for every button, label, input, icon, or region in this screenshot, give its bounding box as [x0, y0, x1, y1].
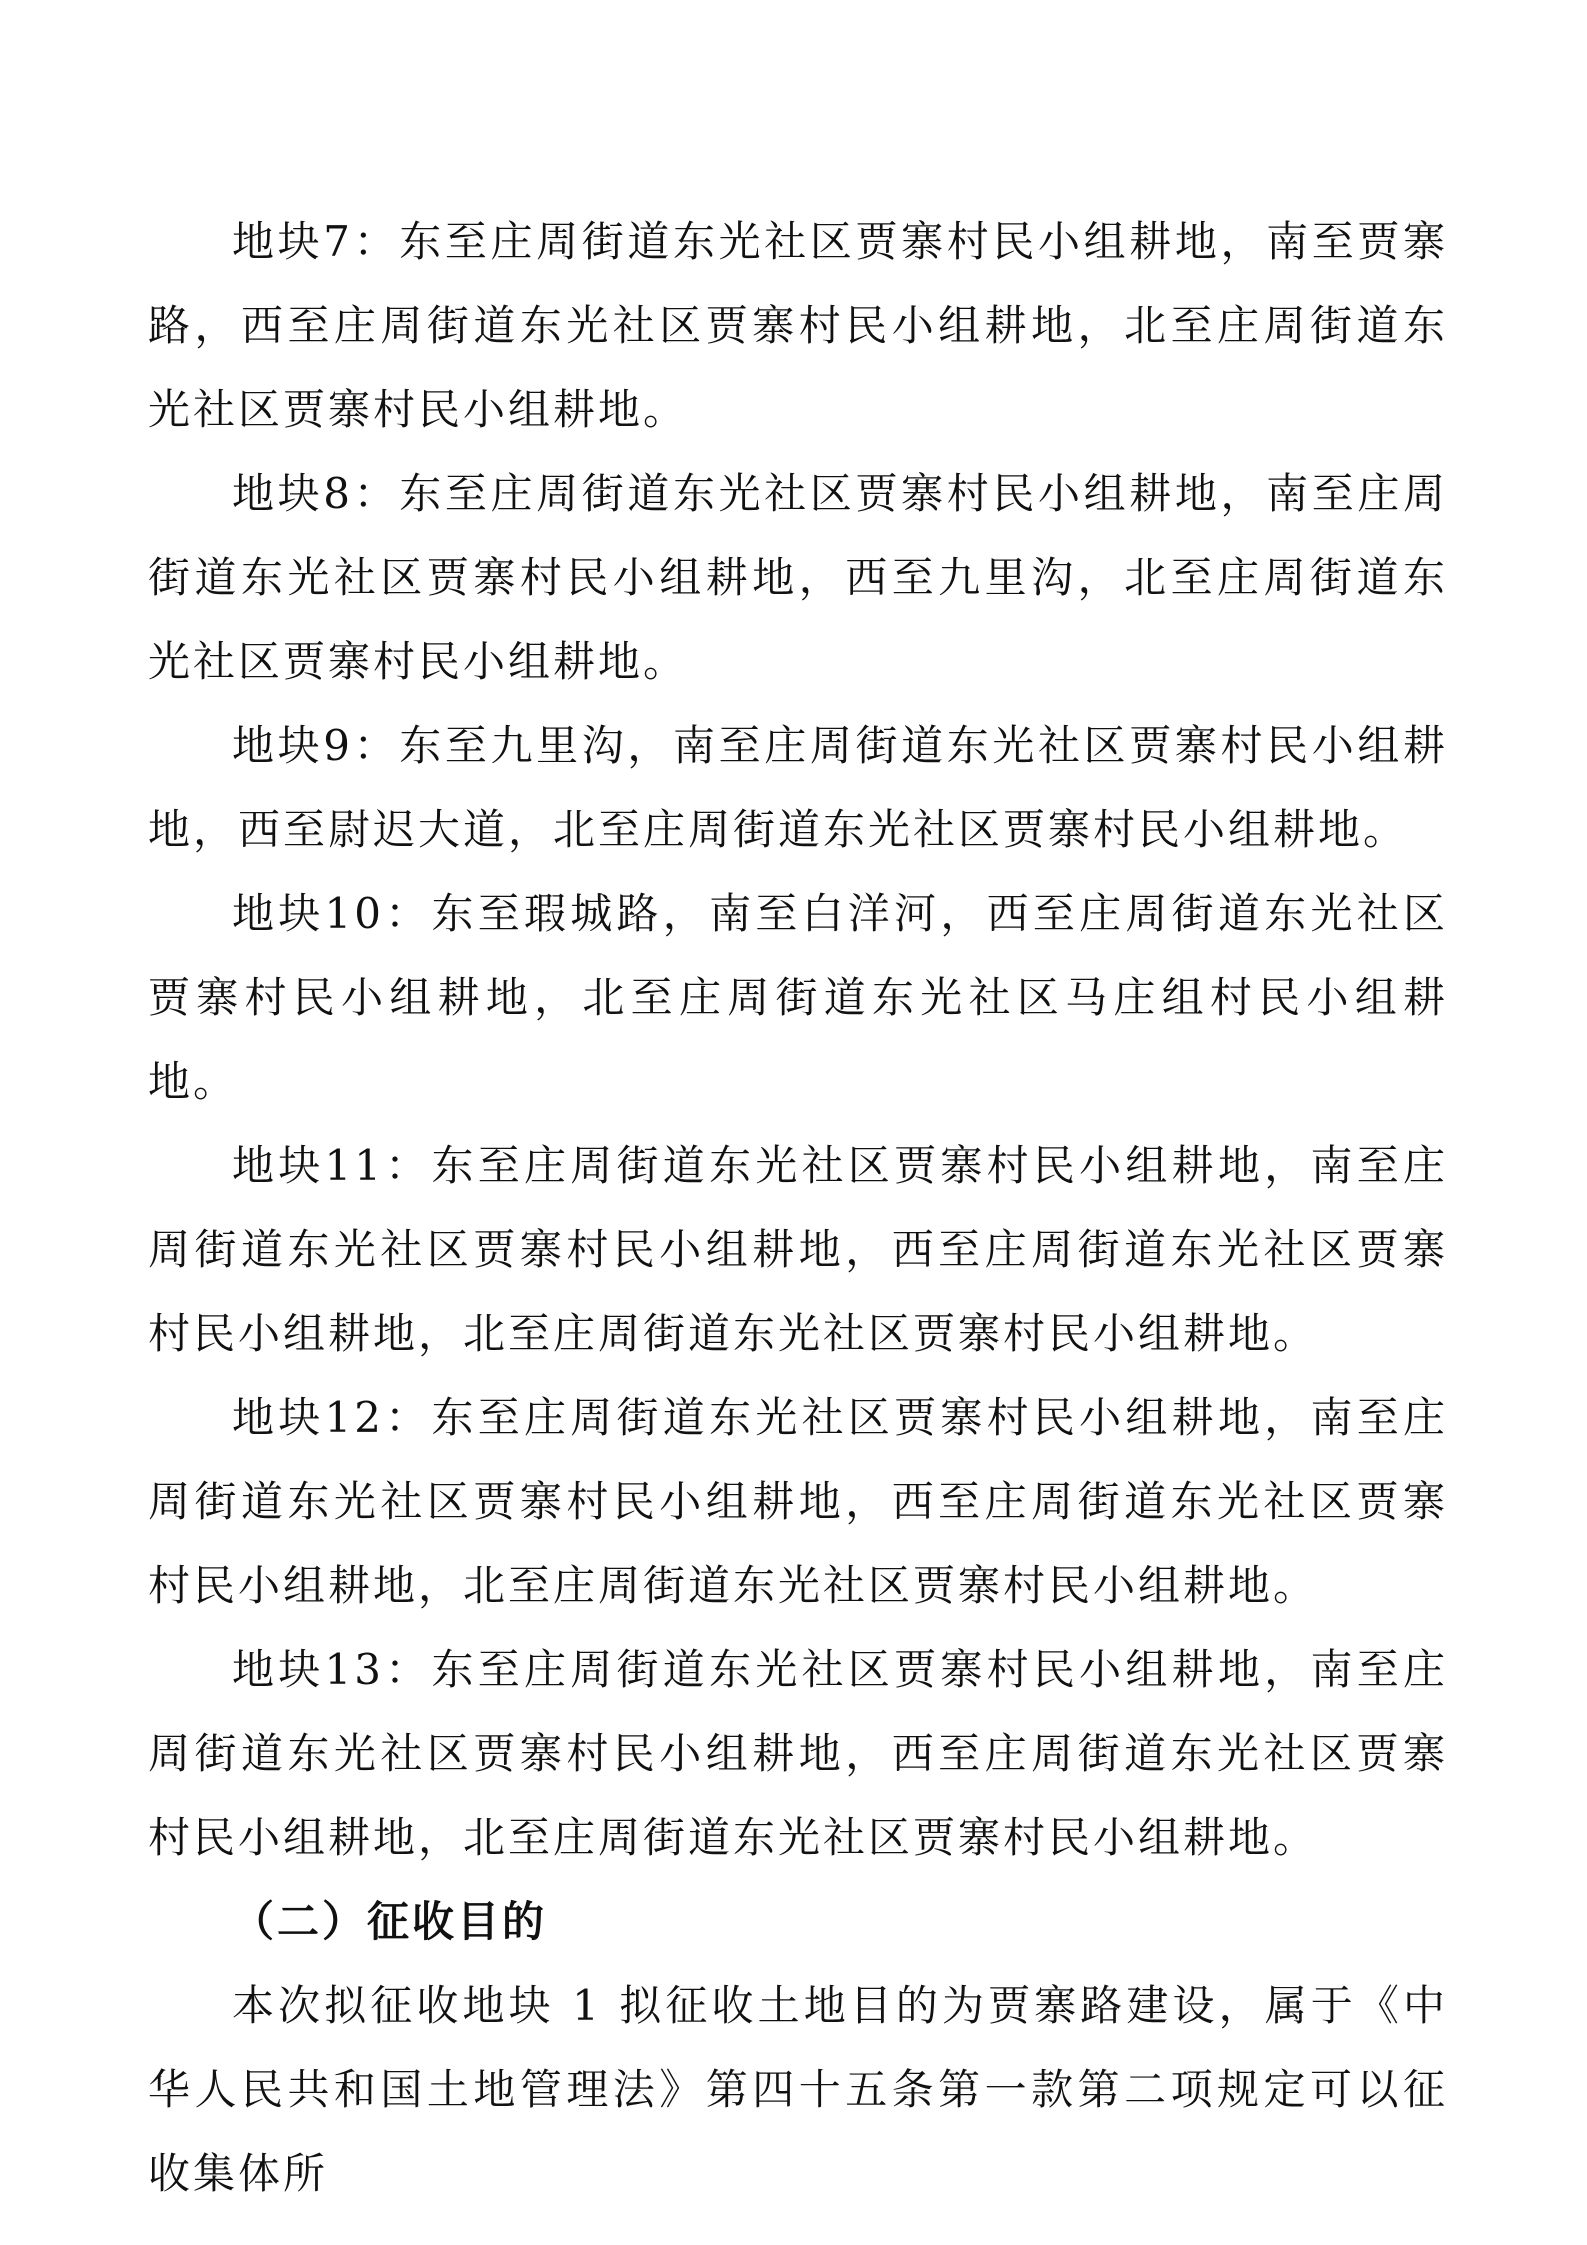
document-body	[148, 200, 1448, 2216]
purpose-paragraph: 本次拟征收地块 1 拟征收土地目的为贾寨路建设，属于《中华人民共和国土地管理法》第四十五条第一款第二项规定可以征收集体所	[148, 1981, 1448, 2198]
parcel-8-description: 地块8：东至庄周街道东光社区贾寨村民小组耕地，南至庄周街道东光社区贾寨村民小组耕地，西至九里沟，北至庄周街道东光社区贾寨村民小组耕地。	[148, 469, 1448, 686]
parcel-11-description: 地块11：东至庄周街道东光社区贾寨村民小组耕地，南至庄周街道东光社区贾寨村民小组耕地，西至庄周街道东光社区贾寨村民小组耕地，北至庄周街道东光社区贾寨村民小组耕地。	[148, 1141, 1448, 1358]
parcel-10-description: 地块10：东至瑕城路，南至白洋河，西至庄周街道东光社区贾寨村民小组耕地，北至庄周街道东光社区马庄组村民小组耕地。	[148, 889, 1448, 1106]
parcel-9-description: 地块9：东至九里沟，南至庄周街道东光社区贾寨村民小组耕地，西至尉迟大道，北至庄周街道东光社区贾寨村民小组耕地。	[148, 721, 1448, 854]
parcel-7-description: 地块7：东至庄周街道东光社区贾寨村民小组耕地，南至贾寨路，西至庄周街道东光社区贾寨村民小组耕地，北至庄周街道东光社区贾寨村民小组耕地。	[148, 217, 1448, 434]
section-heading-purpose: （二）征收目的	[232, 1897, 548, 1946]
parcel-13-description: 地块13：东至庄周街道东光社区贾寨村民小组耕地，南至庄周街道东光社区贾寨村民小组耕地，西至庄周街道东光社区贾寨村民小组耕地，北至庄周街道东光社区贾寨村民小组耕地。	[148, 1645, 1448, 1862]
parcel-12-description: 地块12：东至庄周街道东光社区贾寨村民小组耕地，南至庄周街道东光社区贾寨村民小组耕地，西至庄周街道东光社区贾寨村民小组耕地，北至庄周街道东光社区贾寨村民小组耕地。	[148, 1393, 1448, 1610]
